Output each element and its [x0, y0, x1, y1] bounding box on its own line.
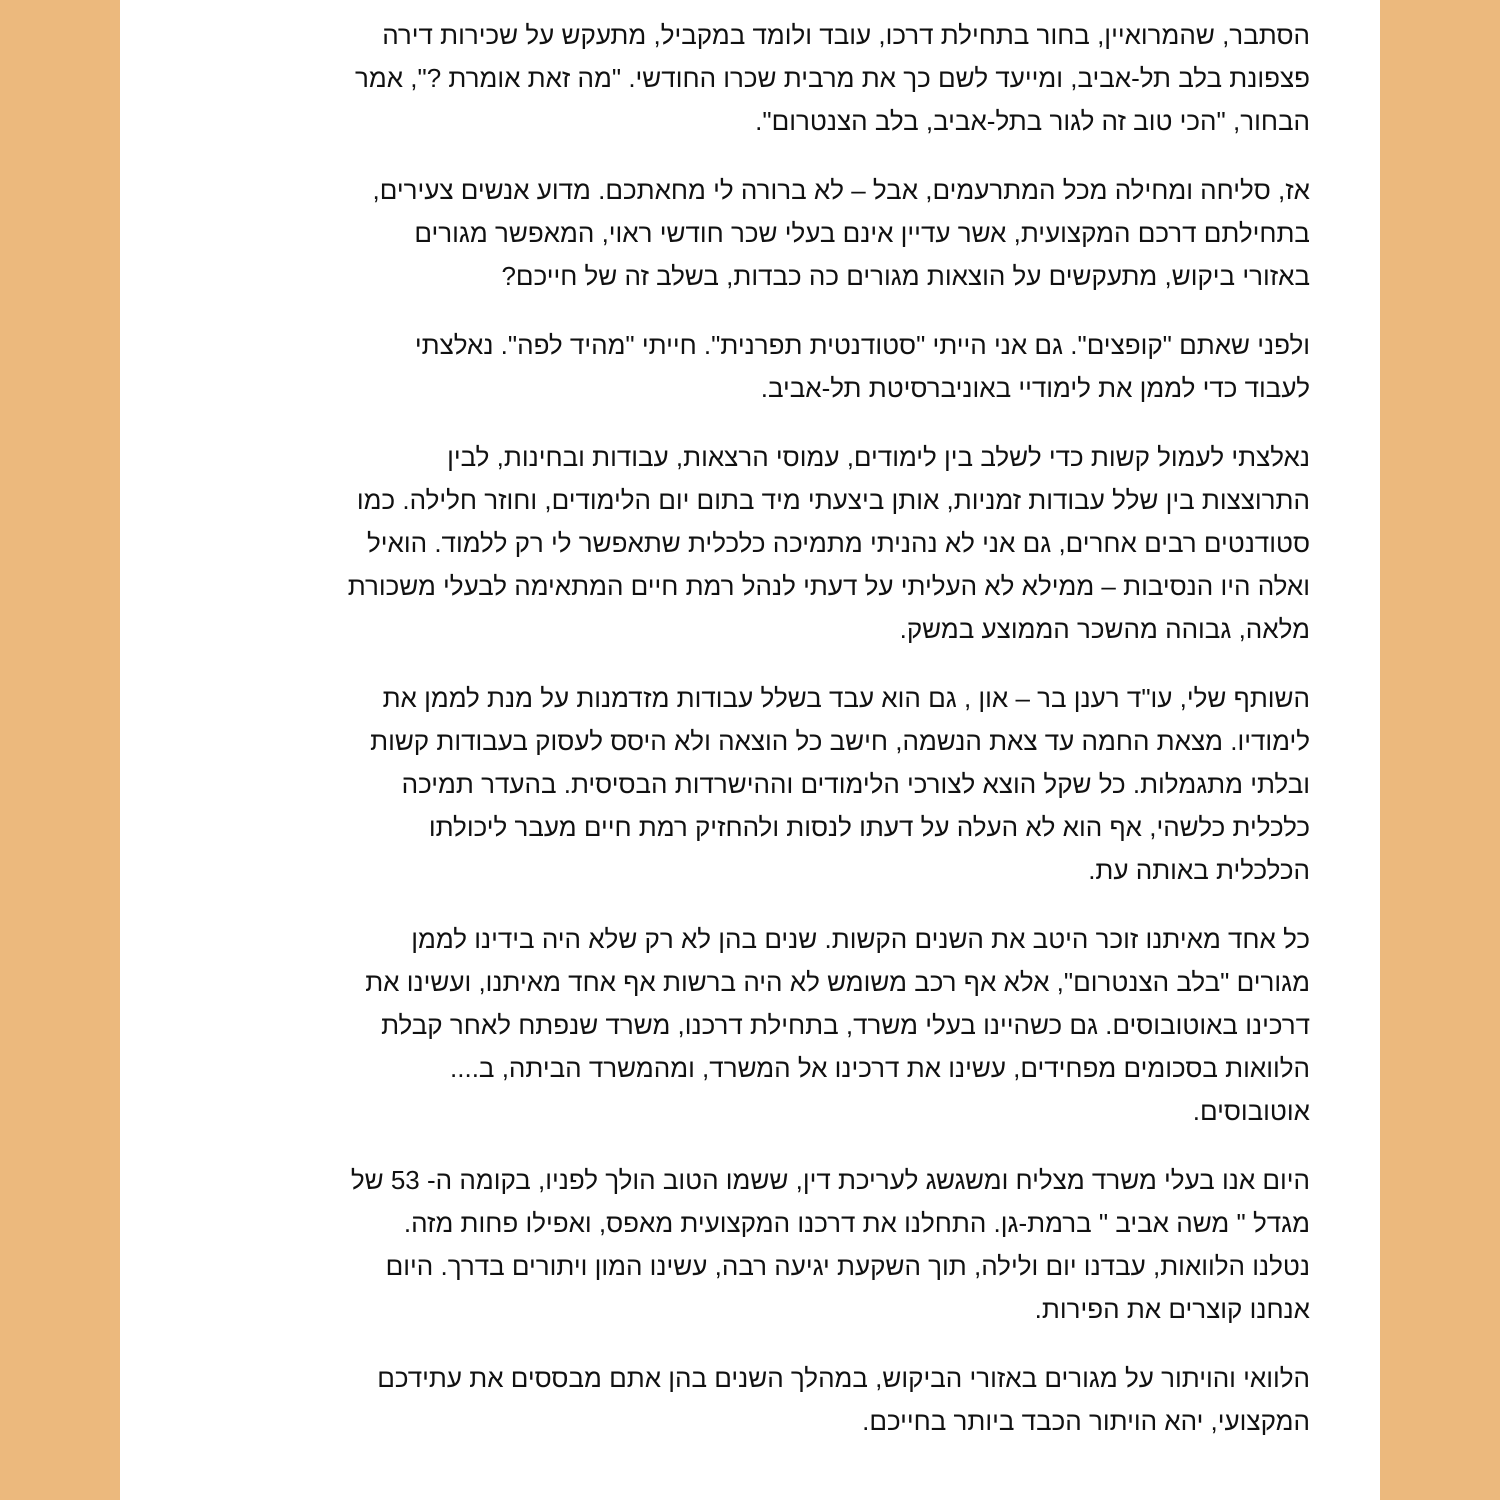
paragraph-line: אז, סליחה ומחילה מכל המתרעמים, אבל – לא ברורה לי מחאתכם. מדוע אנשים צעירים, [372, 175, 1310, 205]
paragraph-line: הלוואי והויתור על מגורים באזורי הביקוש, במהלך השנים בהן אתם מבססים את עתידכם [377, 1363, 1310, 1393]
paragraph-line: מגדל " משה אביב " ברמת-גן. התחלנו את דרכנו המקצועית מאפס, ואפילו פחות מזה. [403, 1208, 1310, 1238]
paragraph-line: באזורי ביקוש, מתעקשים על הוצאות מגורים כה כבדות, בשלב זה של חייכם? [501, 261, 1310, 291]
article-paragraph [190, 324, 1310, 410]
paragraph-line: הכלכלית באותה עת. [1088, 855, 1310, 885]
paragraph-line: ואלה היו הנסיבות – ממילא לא העליתי על דעתי לנהל רמת חיים המתאימה לבעלי משכורת [347, 571, 1310, 601]
article-paragraph [190, 14, 1310, 143]
article-paragraph [190, 918, 1310, 1133]
paragraph-line: מגורים "בלב הצנטרום", אלא אף רכב משומש לא היה ברשות אף אחד מאיתנו, ועשינו את [365, 967, 1310, 997]
document-page [120, 0, 1380, 1500]
paragraph-line: התרוצצות בין שלל עבודות זמניות, אותן ביצעתי מיד בתום יום הלימודים, וחוזר חלילה. כמו [356, 485, 1310, 515]
paragraph-line: ובלתי מתגמלות. כל שקל הוצא לצורכי הלימודים וההישרדות הבסיסית. בהעדר תמיכה [401, 769, 1310, 799]
paragraph-line: בתחילתם דרכם המקצועית, אשר עדיין אינם בעלי שכר חודשי ראוי, המאפשר מגורים [414, 218, 1310, 248]
article-paragraph [190, 677, 1310, 892]
paragraph-line: הבחור, "הכי טוב זה לגור בתל-אביב, בלב הצנטרום". [755, 106, 1310, 136]
article-paragraph [190, 436, 1310, 651]
paragraph-line: אוטובוסים. [1192, 1096, 1310, 1126]
paragraph-line: הלוואות בסכומים מפחידים, עשינו את דרכינו אל המשרד, ומהמשרד הביתה, ב.... [450, 1053, 1310, 1083]
paragraph-line: כלכלית כלשהי, אף הוא לא העלה על דעתו לנסות ולהחזיק רמת חיים מעבר ליכולתו [428, 812, 1310, 842]
paragraph-line: אנחנו קוצרים את הפירות. [1034, 1294, 1310, 1324]
paragraph-line: ולפני שאתם "קופצים". גם אני הייתי "סטודנטית תפרנית". חייתי "מהיד לפה". נאלצתי [414, 330, 1310, 360]
paragraph-line: כל אחד מאיתנו זוכר היטב את השנים הקשות. שנים בהן לא רק שלא היה בידינו לממן [411, 924, 1310, 954]
paragraph-line: פצפונת בלב תל-אביב, ומייעד לשם כך את מרבית שכרו החודשי. "מה זאת אומרת ?", אמר [354, 63, 1310, 93]
paragraph-line: דרכינו באוטובוסים. גם כשהיינו בעלי משרד, בתחילת דרכנו, משרד שנפתח לאחר קבלת [381, 1010, 1310, 1040]
article-paragraph [190, 169, 1310, 298]
article-body [190, 14, 1310, 1469]
paragraph-line: לימודיו. מצאת החמה עד צאת הנשמה, חישב כל הוצאה ולא היסס לעסוק בעבודות קשות [370, 726, 1310, 756]
paragraph-line: נטלנו הלוואות, עבדנו יום ולילה, תוך השקעת יגיעה רבה, עשינו המון ויתורים בדרך. היום [385, 1251, 1310, 1281]
paragraph-line: לעבוד כדי לממן את לימודיי באוניברסיטת תל-אביב. [760, 373, 1310, 403]
paragraph-line: הסתבר, שהמרואיין, בחור בתחילת דרכו, עובד ולומד במקביל, מתעקש על שכירות דירה [382, 20, 1310, 50]
article-paragraph [190, 1357, 1310, 1443]
paragraph-line: המקצועי, יהא הויתור הכבד ביותר בחייכם. [862, 1406, 1310, 1436]
paragraph-line: סטודנטים רבים אחרים, גם אני לא נהניתי מתמיכה כלכלית שתאפשר לי רק ללמוד. הואיל [367, 528, 1310, 558]
paragraph-line: נאלצתי לעמול קשות כדי לשלב בין לימודים, עמוסי הרצאות, עבודות ובחינות, לבין [447, 442, 1310, 472]
paragraph-line: היום אנו בעלי משרד מצליח ומשגשג לעריכת דין, ששמו הטוב הולך לפניו, בקומה ה- 53 של [350, 1165, 1310, 1195]
paragraph-line: מלאה, גבוהה מהשכר הממוצע במשק. [899, 614, 1310, 644]
paragraph-line: השותף שלי, עו"ד רענן בר – און , גם הוא עבד בשלל עבודות מזדמנות על מנת לממן את [382, 683, 1310, 713]
article-paragraph [190, 1159, 1310, 1331]
